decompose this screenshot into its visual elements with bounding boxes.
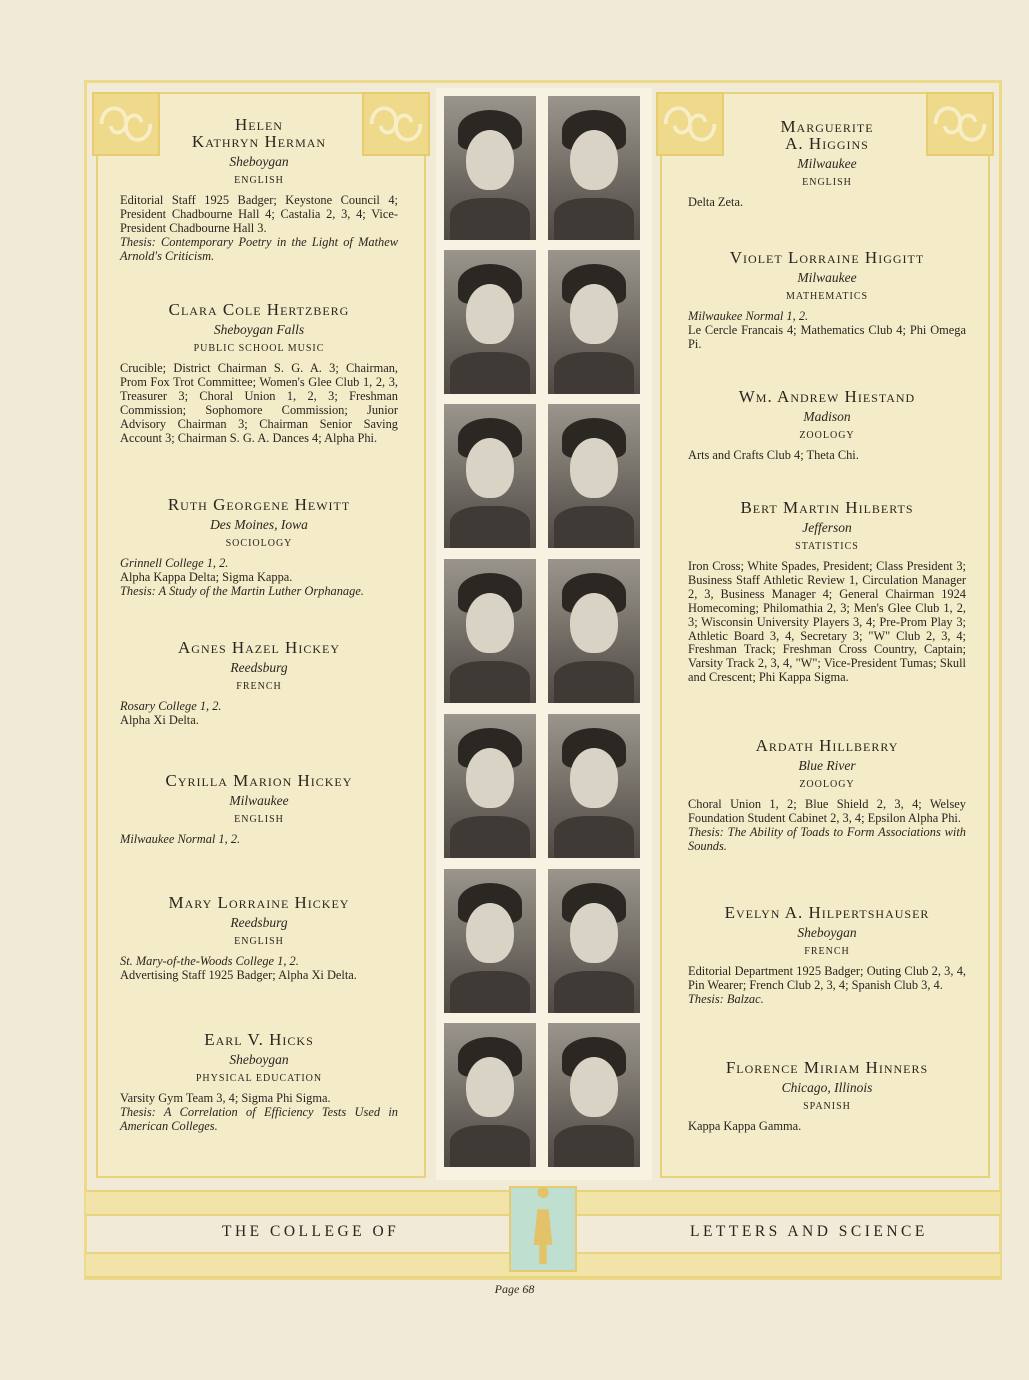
student-name: Agnes Hazel Hickey bbox=[178, 638, 340, 657]
figure-medallion-icon bbox=[509, 1186, 577, 1272]
department: STATISTICS bbox=[795, 541, 859, 552]
activities: Iron Cross; White Spades, President; Class President 3; Business Staff Athletic Review 1, Circulation Manager 2, 3, Business Manager 4; General Chairman 1924 Homecoming; Philomathia 2, 3; Men's Glee Club 1, 2, 3; Wisconsin University Players 3, 4; Pre-Prom Play 3; Athletic Board 3, 4, Secretary 3; "W" Club 2, 3, 4; Freshman Track; Freshman Cross Country, Captain; Varsity Track 2, 3, 4, "W"; Vice-President Tumas; Skull and Crescent; Phi Kappa Sigma. bbox=[688, 559, 966, 685]
portrait-photo bbox=[548, 96, 640, 240]
hometown: Blue River bbox=[798, 758, 856, 773]
hometown: Chicago, Illinois bbox=[781, 1080, 873, 1095]
student-entry bbox=[120, 772, 398, 847]
hometown: Sheboygan bbox=[229, 154, 289, 169]
student-name: Clara Cole Hertzberg bbox=[168, 300, 350, 319]
activities: Rosary College 1, 2. Alpha Xi Delta. bbox=[120, 699, 222, 727]
hometown: Sheboygan bbox=[797, 925, 857, 940]
portrait-photo bbox=[444, 869, 536, 1013]
student-entry bbox=[120, 1031, 398, 1134]
student-name: Florence Miriam Hinners bbox=[725, 1058, 929, 1077]
hometown: Sheboygan bbox=[229, 1052, 289, 1067]
footer-title-right: LETTERS AND SCIENCE bbox=[690, 1223, 928, 1240]
student-entry bbox=[120, 116, 398, 264]
activities: Editorial Staff 1925 Badger; Keystone Council 4; President Chadbourne Hall 4; Castalia 2, 3, 4; Vice-President Chadbourne Hall 3. Thesis: Contemporary Poetry in the Light of Mathew Arnold's Criticism. bbox=[120, 193, 398, 263]
activities: Choral Union 1, 2; Blue Shield 2, 3, 4; Welsey Foundation Student Cabinet 2, 3, 4; Epsilon Alpha Phi. Thesis: The Ability of Toads to Form Associations with Sounds. bbox=[688, 797, 966, 853]
department: PUBLIC SCHOOL MUSIC bbox=[193, 343, 325, 354]
activities: Grinnell College 1, 2. Alpha Kappa Delta; Sigma Kappa. Thesis: A Study of the Martin Luther Orphanage. bbox=[120, 556, 364, 598]
department: ENGLISH bbox=[234, 814, 284, 825]
portrait-photo bbox=[548, 1023, 640, 1167]
student-entry bbox=[688, 249, 966, 352]
portrait-photo bbox=[548, 869, 640, 1013]
student-entry bbox=[120, 301, 398, 445]
page-number: Page 68 bbox=[494, 1282, 535, 1296]
department: SOCIOLOGY bbox=[225, 538, 293, 549]
student-entry bbox=[688, 388, 966, 463]
student-name: Earl V. Hicks bbox=[204, 1030, 314, 1049]
portrait-photo bbox=[548, 250, 640, 394]
student-entry bbox=[688, 118, 966, 210]
activities: St. Mary-of-the-Woods College 1, 2. Advertising Staff 1925 Badger; Alpha Xi Delta. bbox=[120, 954, 357, 982]
student-name: Evelyn A. Hilpertshauser bbox=[724, 903, 930, 922]
department: ZOOLOGY bbox=[799, 779, 855, 790]
portrait-photo bbox=[444, 1023, 536, 1167]
hometown: Milwaukee bbox=[229, 793, 289, 808]
portrait-photo bbox=[444, 714, 536, 858]
student-entry bbox=[688, 499, 966, 685]
portrait-photo bbox=[444, 559, 536, 703]
department: ENGLISH bbox=[802, 177, 852, 188]
student-name: Bert Martin Hilberts bbox=[740, 498, 914, 517]
portrait-photo bbox=[548, 559, 640, 703]
portrait-photo bbox=[444, 404, 536, 548]
hometown: Reedsburg bbox=[230, 660, 288, 675]
department: ZOOLOGY bbox=[799, 430, 855, 441]
portrait-photo bbox=[548, 404, 640, 548]
department: SPANISH bbox=[803, 1101, 851, 1112]
activities: Delta Zeta. bbox=[688, 195, 744, 209]
department: FRENCH bbox=[236, 681, 282, 692]
hometown: Milwaukee bbox=[797, 270, 857, 285]
student-entry bbox=[688, 904, 966, 1007]
student-name: Kathryn Herman bbox=[191, 132, 327, 151]
department: PHYSICAL EDUCATION bbox=[195, 1073, 323, 1084]
student-entry bbox=[120, 894, 398, 983]
student-name: Cyrilla Marion Hickey bbox=[165, 771, 353, 790]
footer-title-left: THE COLLEGE OF bbox=[222, 1223, 400, 1240]
hometown: Jefferson bbox=[802, 520, 852, 535]
activities: Editorial Department 1925 Badger; Outing Club 2, 3, 4, Pin Wearer; French Club 2, 3, 4; Spanish Club 3, 4. Thesis: Balzac. bbox=[688, 964, 966, 1006]
activities: Crucible; District Chairman S. G. A. 3; Chairman, Prom Fox Trot Committee; Women's Glee Club 1, 2, 3, Treasurer 3; Choral Union 1, 2, 3; Freshman Commission; Sophomore Commission; Junior Advisory Chairman 3; Chairman Senior Saving Account 3; Chairman S. G. A. Dances 4; Alpha Phi. bbox=[120, 361, 398, 445]
activities: Milwaukee Normal 1, 2. Le Cercle Francais 4; Mathematics Club 4; Phi Omega Pi. bbox=[688, 309, 966, 351]
student-name: A. Higgins bbox=[785, 134, 869, 153]
portrait-photo bbox=[444, 96, 536, 240]
portrait-photo bbox=[444, 250, 536, 394]
hometown: Madison bbox=[803, 409, 851, 424]
student-entry bbox=[120, 496, 398, 599]
department: FRENCH bbox=[804, 946, 850, 957]
activities: Milwaukee Normal 1, 2. bbox=[120, 832, 241, 846]
activities: Arts and Crafts Club 4; Theta Chi. bbox=[688, 448, 859, 462]
department: ENGLISH bbox=[234, 175, 284, 186]
hometown: Reedsburg bbox=[230, 915, 288, 930]
activities: Kappa Kappa Gamma. bbox=[688, 1119, 802, 1133]
student-name: Violet Lorraine Higgitt bbox=[729, 248, 925, 267]
student-name: Ardath Hillberry bbox=[755, 736, 899, 755]
student-name: Marguerite bbox=[780, 117, 874, 136]
student-name: Helen bbox=[235, 115, 283, 134]
student-name: Mary Lorraine Hickey bbox=[168, 893, 350, 912]
hometown: Des Moines, Iowa bbox=[210, 517, 308, 532]
portrait-photo bbox=[548, 714, 640, 858]
student-entry bbox=[688, 1059, 966, 1134]
student-name: Ruth Georgene Hewitt bbox=[167, 495, 351, 514]
student-entry bbox=[688, 737, 966, 854]
activities: Varsity Gym Team 3, 4; Sigma Phi Sigma. Thesis: A Correlation of Efficiency Tests Used in American Colleges. bbox=[120, 1091, 398, 1133]
student-name: Wm. Andrew Hiestand bbox=[738, 387, 916, 406]
department: MATHEMATICS bbox=[785, 291, 869, 302]
department: ENGLISH bbox=[234, 936, 284, 947]
student-entry bbox=[120, 639, 398, 728]
hometown: Milwaukee bbox=[797, 156, 857, 171]
hometown: Sheboygan Falls bbox=[213, 322, 305, 337]
